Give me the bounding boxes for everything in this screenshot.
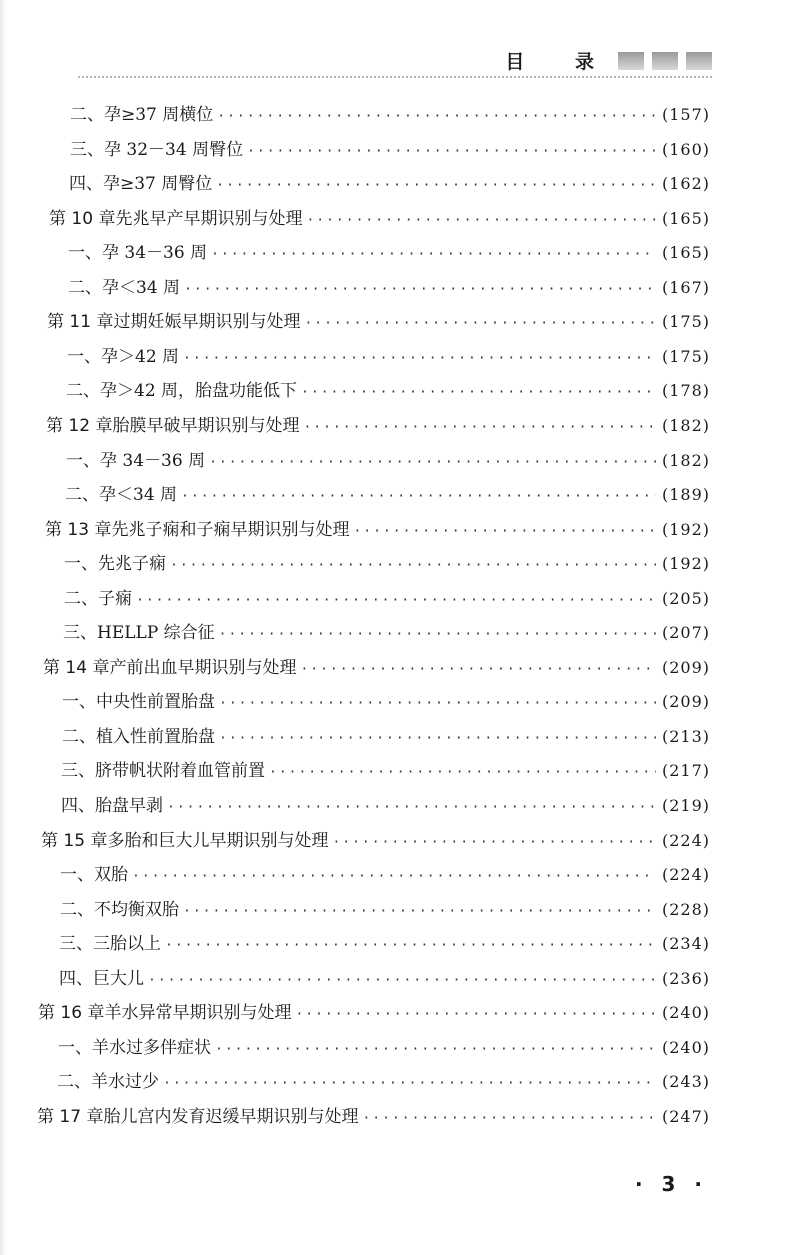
section-title: 三、三胎以上 — [59, 934, 161, 954]
chapter-number: 第 12 章 — [46, 416, 113, 436]
page-edge-shadow — [0, 0, 6, 1255]
section-title: 四、巨大儿 — [59, 969, 144, 989]
toc-section-row — [59, 929, 710, 957]
section-title: 二、孕＜34 周 — [68, 278, 181, 298]
dot-leader — [306, 213, 656, 228]
section-title: 三、脐带帆状附着血管前置 — [61, 761, 265, 781]
dot-leader — [300, 662, 656, 677]
dot-leader — [247, 144, 656, 159]
dot-leader — [167, 800, 656, 815]
toc-section-row — [67, 342, 710, 370]
dot-leader — [219, 731, 656, 746]
header-decoration — [618, 52, 712, 70]
header-block — [618, 52, 644, 70]
toc-section-row — [70, 100, 710, 128]
toc-section-row — [66, 376, 710, 404]
page-reference: (192) — [661, 554, 710, 573]
page-reference: (240) — [661, 1038, 710, 1057]
dot-leader — [304, 316, 656, 331]
page-reference: (182) — [661, 416, 710, 435]
toc-section-row — [62, 722, 710, 750]
section-title: 三、HELLP 综合征 — [63, 623, 215, 643]
page-reference: (224) — [661, 865, 710, 884]
chapter-title: 胎膜早破早期识别与处理 — [112, 416, 300, 436]
toc-section-row — [59, 964, 710, 992]
toc-section-row — [58, 1033, 710, 1061]
dot-leader — [132, 869, 656, 884]
page-reference: (207) — [661, 623, 710, 642]
dot-leader — [184, 282, 656, 297]
toc-section-row — [60, 895, 710, 923]
section-title: 一、孕 34－36 周 — [66, 451, 206, 471]
chapter-number: 第 10 章 — [49, 209, 116, 229]
chapter-number: 第 16 章 — [38, 1003, 105, 1023]
page-reference: (175) — [661, 347, 710, 366]
page-reference: (234) — [661, 934, 710, 953]
toc-section-row — [64, 584, 710, 612]
dot-leader — [217, 109, 656, 124]
toc-chapter-row — [41, 826, 710, 854]
toc-chapter-row — [47, 307, 710, 335]
dot-leader — [215, 1042, 656, 1057]
section-title: 二、植入性前置胎盘 — [62, 727, 215, 747]
page-reference: (209) — [661, 658, 710, 677]
dot-leader — [165, 938, 656, 953]
header-block — [652, 52, 678, 70]
dot-leader — [303, 420, 656, 435]
header-title: 目 录 — [505, 51, 616, 73]
dot-leader — [216, 178, 656, 193]
dot-leader — [295, 1007, 656, 1022]
toc-section-row — [65, 480, 710, 508]
section-title: 一、双胎 — [60, 865, 128, 885]
page-reference: (205) — [661, 589, 710, 608]
dot-leader — [219, 627, 656, 642]
section-title: 一、羊水过多伴症状 — [58, 1038, 211, 1058]
chapter-title: 先兆子痫和子痫早期识别与处理 — [111, 520, 350, 540]
chapter-title: 胎儿宫内发育迟缓早期识别与处理 — [103, 1107, 359, 1127]
dot-leader — [183, 904, 656, 919]
section-title: 四、胎盘早剥 — [61, 796, 163, 816]
running-header — [505, 47, 712, 74]
section-title: 二、孕＞42 周，胎盘功能低下 — [66, 381, 298, 401]
page-reference: (219) — [661, 796, 710, 815]
toc-section-row — [66, 446, 710, 474]
page-reference: (182) — [661, 451, 710, 470]
section-title: 一、中央性前置胎盘 — [62, 692, 215, 712]
section-title: 一、先兆子痫 — [64, 554, 166, 574]
section-title: 二、孕≥37 周横位 — [70, 105, 214, 125]
toc-chapter-row — [38, 998, 710, 1026]
chapter-number: 第 17 章 — [37, 1107, 104, 1127]
toc-chapter-row — [45, 515, 710, 543]
page-number: · 3 · — [634, 1172, 708, 1196]
dot-leader — [183, 351, 656, 366]
toc-chapter-row — [43, 653, 710, 681]
dot-leader — [136, 593, 656, 608]
dot-leader — [353, 524, 656, 539]
page-reference: (209) — [661, 692, 710, 711]
dot-leader — [362, 1111, 656, 1126]
toc-section-row — [61, 756, 710, 784]
section-title: 二、孕＜34 周 — [65, 485, 178, 505]
page-reference: (217) — [661, 761, 710, 780]
page-reference: (247) — [661, 1107, 710, 1126]
section-title: 四、孕≥37 周臀位 — [69, 174, 213, 194]
section-title: 一、孕 34－36 周 — [68, 243, 208, 263]
toc-section-row — [62, 687, 710, 715]
page-reference: (236) — [661, 969, 710, 988]
dot-leader — [209, 455, 656, 470]
page-reference: (213) — [661, 727, 710, 746]
dot-leader — [332, 835, 656, 850]
section-title: 一、孕＞42 周 — [67, 347, 180, 367]
page-reference: (165) — [661, 243, 710, 262]
chapter-number: 第 14 章 — [43, 658, 110, 678]
section-title: 二、羊水过少 — [57, 1072, 159, 1092]
chapter-title: 羊水异常早期识别与处理 — [104, 1003, 292, 1023]
section-title: 三、孕 32－34 周臀位 — [70, 140, 244, 160]
chapter-title: 多胎和巨大儿早期识别与处理 — [107, 831, 329, 851]
toc-chapter-row — [37, 1102, 710, 1130]
toc-chapter-row — [49, 204, 710, 232]
page-reference: (167) — [661, 278, 710, 297]
toc-section-row — [61, 791, 710, 819]
header-block — [686, 52, 712, 70]
chapter-title: 产前出血早期识别与处理 — [109, 658, 297, 678]
chapter-title: 先兆早产早期识别与处理 — [115, 209, 303, 229]
dot-leader — [170, 558, 656, 573]
toc-chapter-row — [46, 411, 710, 439]
header-rule — [78, 76, 712, 78]
toc-section-row — [60, 860, 710, 888]
toc-section-row — [68, 273, 710, 301]
chapter-number: 第 13 章 — [45, 520, 112, 540]
page-reference: (240) — [661, 1003, 710, 1022]
page-reference: (157) — [661, 105, 710, 124]
page-reference: (224) — [661, 831, 710, 850]
page-reference: (175) — [661, 312, 710, 331]
page-reference: (162) — [661, 174, 710, 193]
dot-leader — [301, 385, 656, 400]
page-reference: (192) — [661, 520, 710, 539]
section-title: 二、子痫 — [64, 589, 132, 609]
dot-leader — [211, 247, 656, 262]
toc-section-row — [57, 1067, 710, 1095]
chapter-number: 第 15 章 — [41, 831, 108, 851]
section-title: 二、不均衡双胎 — [60, 900, 179, 920]
dot-leader — [163, 1076, 656, 1091]
dot-leader — [148, 973, 656, 988]
dot-leader — [219, 696, 656, 711]
page-reference: (228) — [661, 900, 710, 919]
toc-section-row — [69, 169, 710, 197]
page-reference: (189) — [661, 485, 710, 504]
toc-section-row — [68, 238, 710, 266]
toc-section-row — [63, 618, 710, 646]
page-reference: (178) — [661, 381, 710, 400]
chapter-title: 过期妊娠早期识别与处理 — [113, 312, 301, 332]
page-reference: (160) — [661, 140, 710, 159]
page-reference: (165) — [661, 209, 710, 228]
toc-section-row — [70, 135, 710, 163]
dot-leader — [269, 765, 656, 780]
chapter-number: 第 11 章 — [47, 312, 114, 332]
dot-leader — [181, 489, 656, 504]
toc-section-row — [64, 549, 710, 577]
page-reference: (243) — [661, 1072, 710, 1091]
